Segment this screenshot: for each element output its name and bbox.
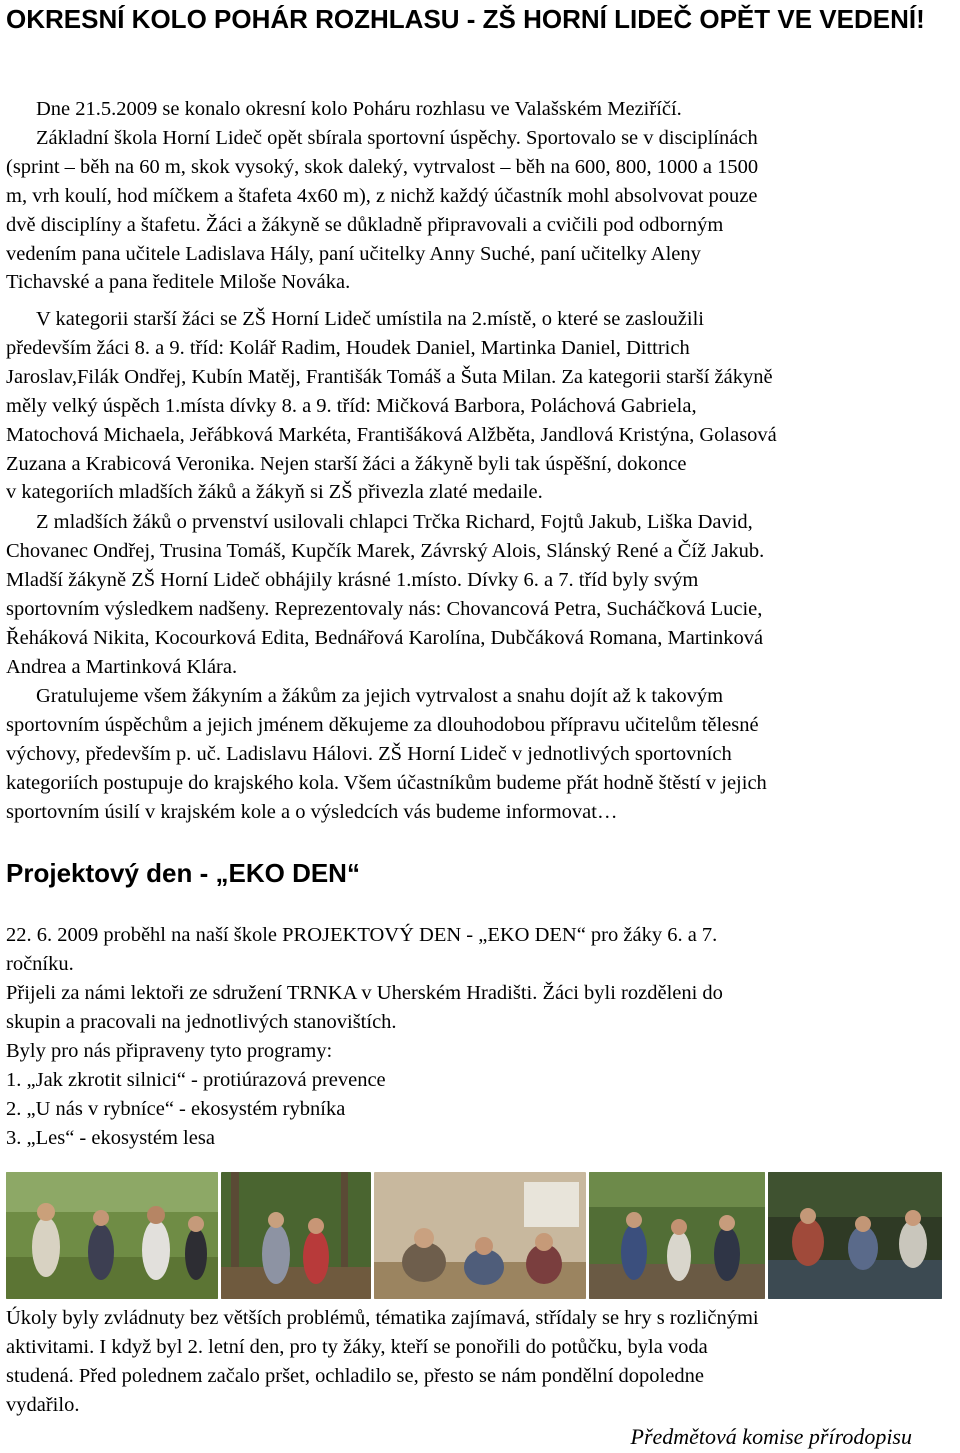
students-in-stream-photo [768, 1172, 942, 1299]
eko-den-title: Projektový den - „EKO DEN“ [6, 858, 360, 888]
classroom-photo [374, 1172, 586, 1299]
paragraph-older-category [6, 305, 958, 507]
text-line: studená. Před polednem začalo pršet, ochladilo se, přesto se nám pondělní dopoledne [6, 1365, 704, 1387]
text-line: dvě disciplíny a štafetu. Žáci a žákyně se důkladně připravovali a cvičili pod odborným [6, 213, 724, 236]
text-line: výchovy, především p. uč. Ladislavu Hálovi. ZŠ Horní Lideč v jednotlivých sportovních [6, 742, 732, 765]
eko-den-conclusion [6, 1304, 936, 1420]
text-line: sportovním úspěchům a jejich jménem děkujeme za dlouhodobou přípravu učitelům tělesné [6, 713, 759, 736]
text-line: Tichavské a pana ředitele Miloše Nováka. [6, 271, 351, 294]
text-line: Byly pro nás připraveny tyto programy: [6, 1040, 333, 1062]
text-line: Mladší žákyně ZŠ Horní Lideč obhájily krásné 1.místo. Dívky 6. a 7. tříd byly svým [6, 568, 699, 591]
article-title: OKRESNÍ KOLO POHÁR ROZHLASU - ZŠ HORNÍ LIDEČ OPĚT VE VEDENÍ! [6, 4, 925, 34]
paragraph-intro [6, 95, 958, 297]
text-line: měly velký úspěch 1.místa dívky 8. a 9. tříd: Mičková Barbora, Poláchová Gabriela, [6, 394, 697, 417]
photo-strip [6, 1172, 942, 1299]
text-line: Z mladších žáků o prvenství usilovali chlapci Trčka Richard, Fojtů Jakub, Liška David, [36, 511, 753, 533]
students-in-woods-photo [221, 1172, 371, 1299]
text-line: Přijeli za námi lektoři ze sdružení TRNKA v Uherském Hradišti. Žáci byli rozděleni do [6, 982, 723, 1004]
text-line: sportovním úsilí v krajském kole a o výsledcích vás budeme informovat… [6, 800, 618, 823]
students-outdoors-photo [6, 1172, 218, 1299]
text-line: sportovním výsledkem nadšeny. Reprezentovaly nás: Chovancová Petra, Sucháčková Lucie, [6, 597, 763, 620]
text-line: Andrea a Martinková Klára. [6, 655, 238, 678]
paragraph-younger-category [6, 508, 958, 681]
text-line: V kategorii starší žáci se ZŠ Horní Lideč umístila na 2.místě, o které se zasloužili [36, 308, 704, 330]
text-line: aktivitami. I když byl 2. letní den, pro ty žáky, kteří se ponořili do potůčku, byla voda [6, 1336, 708, 1358]
text-line: skupin a pracovali na jednotlivých stanovištích. [6, 1011, 397, 1033]
list-item-program: 1. „Jak zkrotit silnici“ - protiúrazová prevence [6, 1069, 386, 1091]
text-line: Dne 21.5.2009 se konalo okresní kolo Poháru rozhlasu ve Valašském Meziříčí. [36, 98, 682, 120]
text-line: vedením pana učitele Ladislava Hály, paní učitelky Anny Suché, paní učitelky Aleny [6, 242, 701, 265]
text-line: Gratulujeme všem žákyním a žákům za jejich vytrvalost a snahu dojít až k takovým [36, 685, 724, 707]
students-near-creek-photo [589, 1172, 765, 1299]
text-line: vydařilo. [6, 1394, 80, 1416]
eko-den-body [6, 921, 906, 1153]
text-line: (sprint – běh na 60 m, skok vysoký, skok daleký, vytrvalost – běh na 600, 800, 1000 a 1500 [6, 155, 759, 178]
list-item-program: 2. „U nás v rybníce“ - ekosystém rybníka [6, 1098, 346, 1120]
text-line: Základní škola Horní Lideč opět sbírala sportovní úspěchy. Sportovalo se v disciplínách [36, 126, 758, 149]
text-line: Úkoly byly zvládnuty bez větších problémů, tématika zajímavá, střídaly se hry s rozličnými [6, 1307, 759, 1329]
text-line: kategoriích postupuje do krajského kola. Všem účastníkům budeme přát hodně štěstí v jejich [6, 771, 767, 794]
text-line: Řeháková Nikita, Kocourková Edita, Bednářová Karolína, Dubčáková Romana, Martinková [6, 626, 764, 649]
list-item-program: 3. „Les“ - ekosystém lesa [6, 1127, 215, 1149]
paragraph-congratulations [6, 682, 958, 827]
text-line: Jaroslav,Filák Ondřej, Kubín Matěj, Františák Tomáš a Šuta Milan. Za kategorii starší žákyně [6, 365, 773, 388]
text-line: Zuzana a Krabicová Veronika. Nejen starší žáci a žákyně byli tak úspěšní, dokonce [6, 452, 687, 475]
text-line: v kategoriích mladších žáků a žákyň si ZŠ přivezla zlaté medaile. [6, 481, 543, 504]
text-line: ročníku. [6, 953, 74, 975]
text-line: především žáci 8. a 9. tříd: Kolář Radim, Houdek Daniel, Martinka Daniel, Dittrich [6, 336, 690, 359]
text-line: Matochová Michaela, Jeřábková Markéta, Františáková Alžběta, Jandlová Kristýna, Golasová [6, 423, 777, 446]
text-line: Chovanec Ondřej, Trusina Tomáš, Kupčík Marek, Závrský Alois, Slánský René a Číž Jakub. [6, 539, 765, 562]
text-line: 22. 6. 2009 proběhl na naší škole PROJEKTOVÝ DEN - „EKO DEN“ pro žáky 6. a 7. [6, 924, 718, 946]
text-line: m, vrh koulí, hod míčkem a štafeta 4x60 m), z nichž každý účastník mohl absolvovat pouze [6, 184, 758, 207]
signature: Předmětová komise přírodopisu [630, 1424, 912, 1449]
